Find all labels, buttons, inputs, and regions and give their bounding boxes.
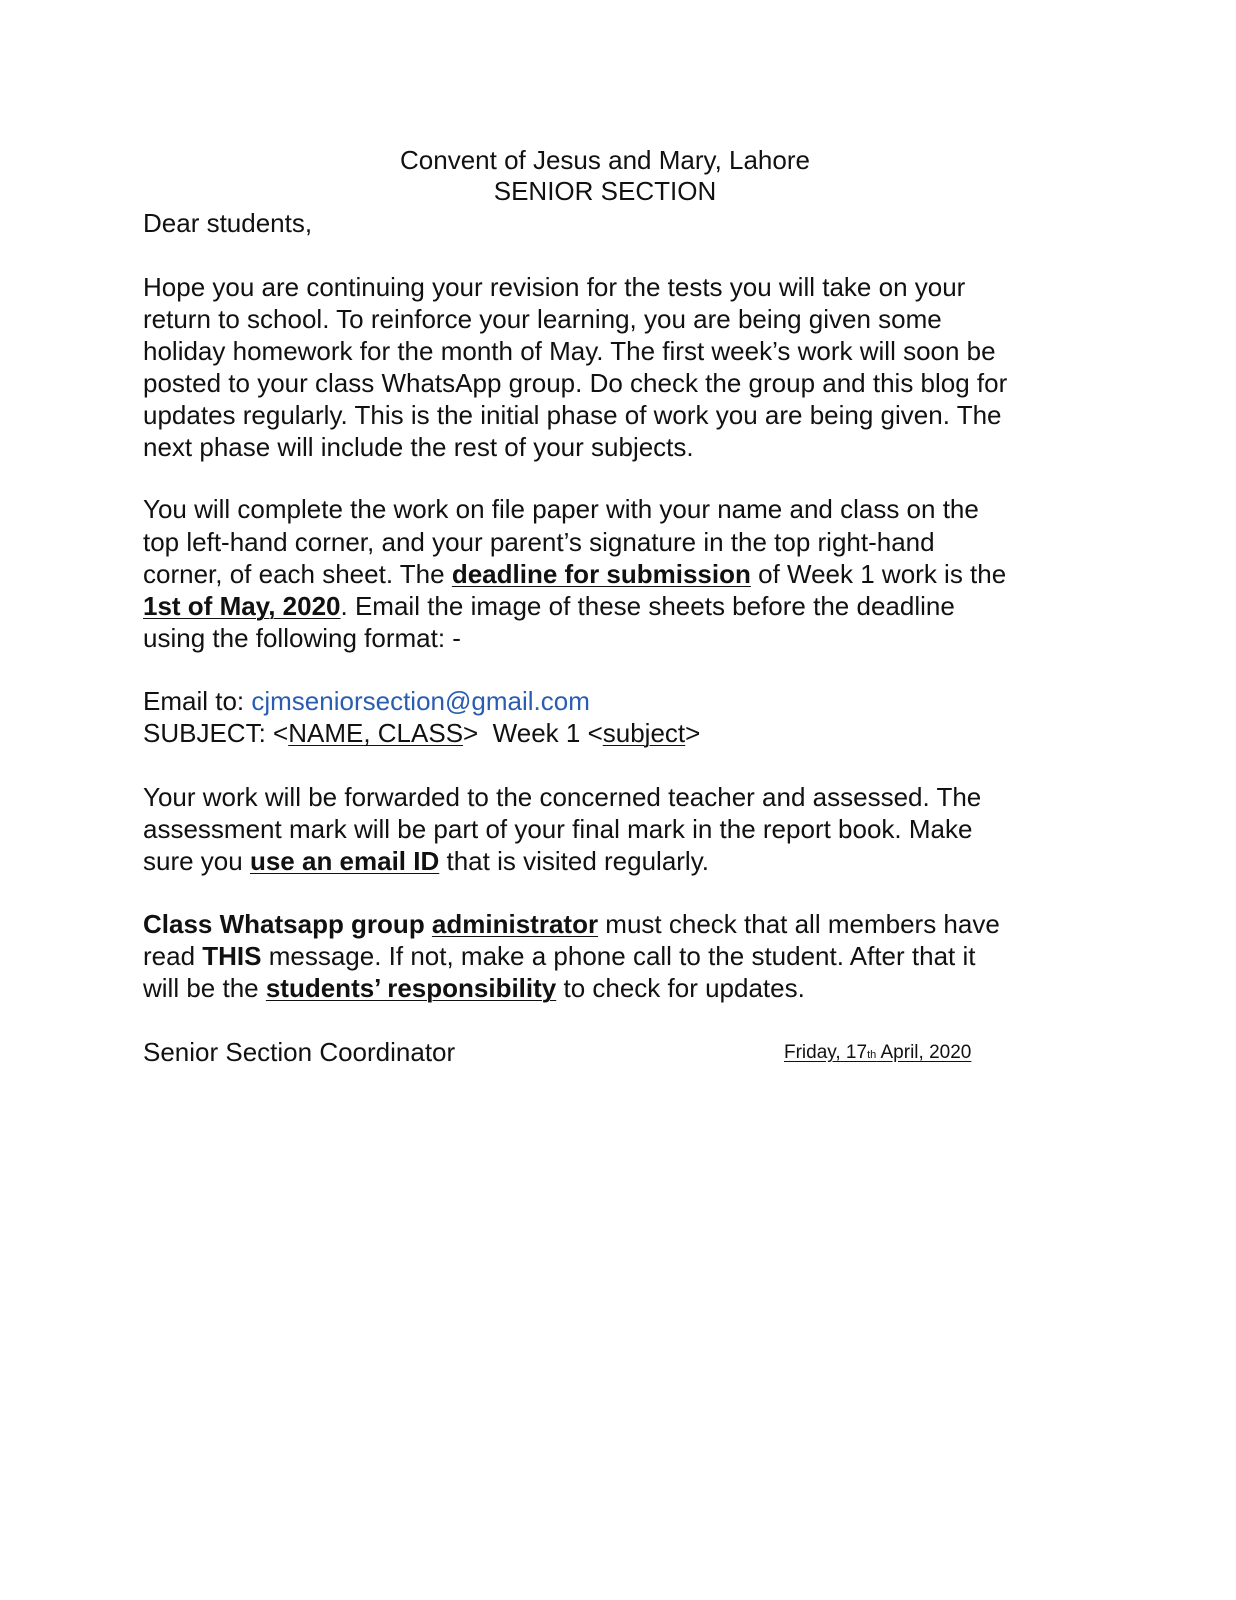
para1-line: return to school. To reinforce your learning, you are being given some [143,304,942,334]
email-id-emphasis: use an email ID [249,846,440,876]
text: corner, of each sheet. The [143,559,452,589]
signature: Senior Section Coordinator [143,1037,456,1067]
date [784,1042,971,1064]
para2-line: You will complete the work on file paper with your name and class on the [143,494,979,524]
subject-placeholder: subject [602,718,686,748]
para3-line: Your work will be forwarded to the concerned teacher and assessed. The [143,782,982,812]
text: SUBJECT: < [143,718,289,748]
responsibility-emphasis: students’ responsibility [265,973,557,1003]
text: message. If not, make a phone call to the student. After that it [261,941,976,971]
text: > Week 1 < [463,718,603,748]
text: Class Whatsapp group [143,909,432,939]
text: must check that all members have [598,909,1000,939]
date-rest: April, 2020 [876,1042,972,1063]
greeting: Dear students, [143,208,313,238]
email-line [143,685,590,717]
text: of Week 1 work is the [750,559,1007,589]
text: to check for updates. [556,973,805,1003]
this-emphasis: THIS [202,941,262,971]
school-name: Convent of Jesus and Mary, Lahore [400,145,810,175]
para2-line [143,590,955,622]
para4-line [143,940,975,972]
para2-line [143,558,1006,590]
administrator-emphasis: administrator [431,909,599,939]
text: will be the [143,973,266,1003]
deadline-emphasis: deadline for submission [451,559,751,589]
text: read [143,941,203,971]
subject-format [143,717,700,749]
date-suffix: th [867,1049,877,1061]
para1-line: posted to your class WhatsApp group. Do check the group and this blog for [143,368,1008,398]
para1-line: Hope you are continuing your revision for the tests you will take on your [143,272,966,302]
section-title: SENIOR SECTION [493,176,717,206]
email-link[interactable]: cjmseniorsection@gmail.com [251,686,590,716]
para2-line: using the following format: - [143,623,461,653]
text: . Email the image of these sheets before the deadline [340,591,955,621]
text: that is visited regularly. [439,846,710,876]
para1-line: updates regularly. This is the initial phase of work you are being given. The [143,400,1002,430]
para3-line: assessment mark will be part of your final mark in the report book. Make [143,814,973,844]
para4-line [143,908,1000,940]
para1-line: next phase will include the rest of your subjects. [143,432,694,462]
name-class-placeholder: NAME, CLASS [288,718,464,748]
para4-line [143,972,805,1004]
text: > [685,718,701,748]
date-day: Friday, 17 [784,1042,868,1063]
text: sure you [143,846,250,876]
deadline-date: 1st of May, 2020 [143,591,341,621]
para2-line: top left-hand corner, and your parent’s signature in the top right-hand [143,527,935,557]
para3-line [143,845,709,877]
email-label: Email to: [143,686,252,716]
para1-line: holiday homework for the month of May. The first week’s work will soon be [143,336,996,366]
